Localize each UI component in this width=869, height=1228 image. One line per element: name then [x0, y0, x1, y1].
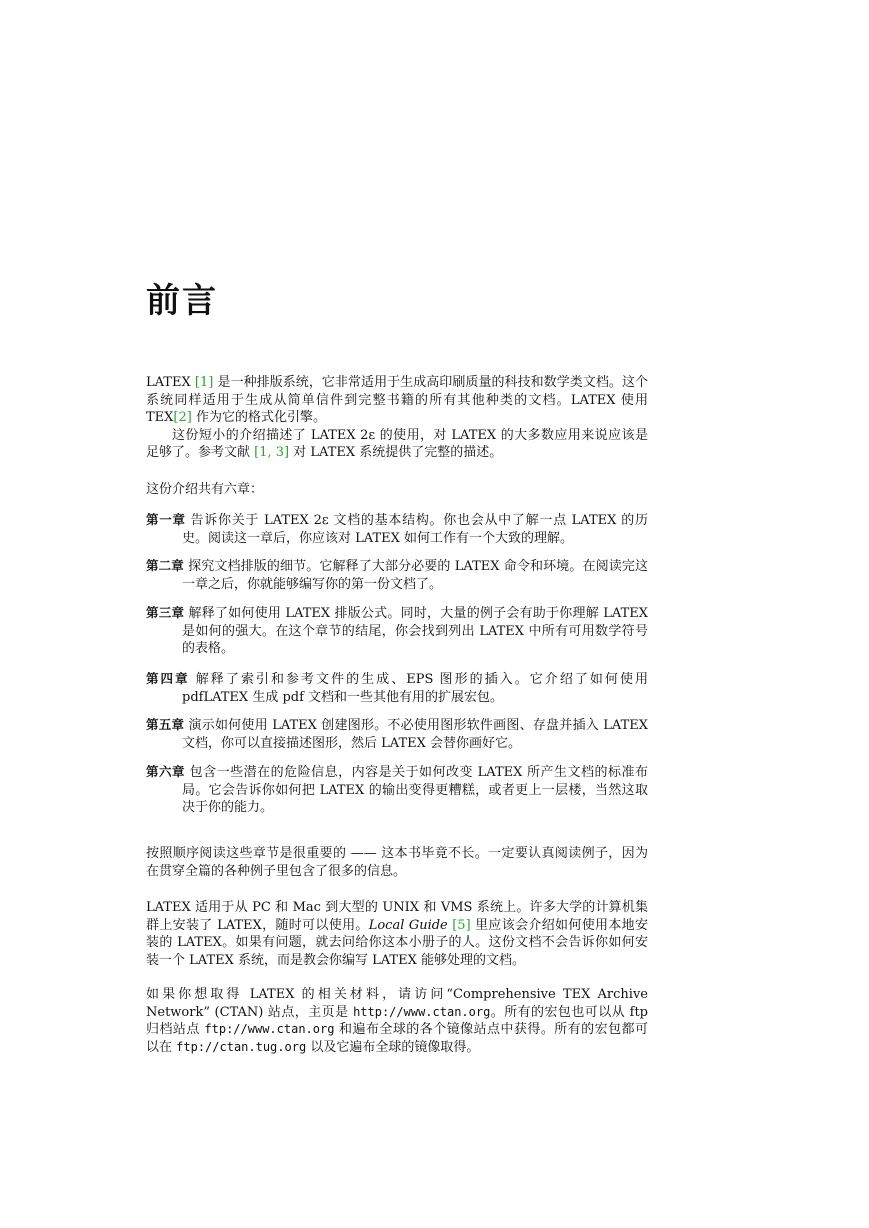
- chapter-description: 探究文档排版的细节。它解释了大部分必要的 LATEX 命令和环境。在阅读完这一章之后，你就能够编写你的第一份文档了。: [182, 559, 648, 592]
- tug-ftp-url[interactable]: ftp://ctan.tug.org: [176, 1039, 307, 1054]
- citation-link[interactable]: [1]: [194, 375, 214, 390]
- chapter-label: 第六章: [146, 764, 185, 779]
- chapter-label: 第二章: [146, 558, 184, 573]
- chapter-label: 第四章: [146, 671, 190, 686]
- chapter-item-6: [146, 763, 648, 817]
- ctan-text: 和遍布全球的各个镜像站点中获得。所有的宏包都可以在: [146, 1022, 648, 1055]
- chapter-item-3: [146, 604, 648, 658]
- read-order-paragraph: 按照顺序阅读这些章节是很重要的 —— 这本书毕竟不长。一定要认真阅读例子，因为在贯穿全篇的各种例子里包含了很多的信息。: [146, 846, 648, 879]
- intro-text: 这份短小的介绍描述了 LATEX 2ε 的使用，对 LATEX 的大多数应用来说应该是足够了。参考文献: [146, 427, 648, 461]
- citation-link[interactable]: [5]: [452, 917, 471, 933]
- intro-text: 作为它的格式化引擎。: [191, 410, 326, 426]
- intro-paragraph-1: [146, 374, 648, 427]
- chapter-label: 第三章: [146, 605, 185, 620]
- chapter-item-1: [146, 511, 648, 547]
- availability-text: 里应该会介绍如何使用本地安装的 LATEX。如果有问题，就去问给你这本小册子的人。这份文档不会告诉你如何安装一个 LATEX 系统，而是教会你编写 LATEX 能够处理的文档。: [146, 917, 649, 968]
- chapter-description: 包含一些潜在的危险信息，内容是关于如何改变 LATEX 所产生文档的标准布局。它会告诉你如何把 LATEX 的输出变得更糟糕，或者更上一层楼，当然这取决于你的能力。: [182, 765, 648, 816]
- chapter-item-2: [146, 557, 648, 593]
- chapter-label: 第五章: [146, 717, 185, 732]
- ctan-homepage-url[interactable]: http://www.ctan.org: [353, 1004, 491, 1019]
- chapter-label: 第一章: [146, 512, 186, 527]
- citation-link[interactable]: [1, 3]: [254, 445, 290, 461]
- document-page: [146, 0, 648, 1228]
- ctan-paragraph: [146, 986, 648, 1056]
- chapters-intro: 这份介绍共有六章：: [146, 482, 264, 497]
- availability-text: LATEX 适用于从 PC 和 Mac 到大型的 UNIX 和 VMS 系统上。许多大学的计算机集群上安装了 LATEX，随时可以使用。: [146, 900, 648, 933]
- intro-paragraph-2: [146, 427, 648, 462]
- availability-paragraph: [146, 899, 648, 969]
- ctan-text: 。所有的宏包也可以从 ftp 归档站点: [146, 1004, 648, 1038]
- intro-text: 对 LATEX 系统提供了完整的描述。: [289, 445, 503, 461]
- chapter-description: 演示如何使用 LATEX 创建图形。不必使用图形软件画图、存盘并插入 LATEX 文档，你可以直接描述图形，然后 LATEX 会替你画好它。: [182, 718, 648, 751]
- latex-logo-text: LATEX: [146, 375, 191, 390]
- chapter-item-4: [146, 670, 648, 706]
- citation-link[interactable]: [2]: [173, 410, 192, 426]
- intro-text: 是一种排版系统，它非常适用于生成高印刷质量的科技和数学类文档。这个系统同样适用于生成从简单信件到完整书籍的所有其他种类的文档。LATEX 使用 TEX: [146, 375, 648, 426]
- intro-section: [146, 374, 648, 462]
- local-guide-title: Local Guide: [368, 917, 448, 933]
- chapter-item-5: [146, 716, 648, 752]
- chapter-description: 告诉你关于 LATEX 2ε 文档的基本结构。你也会从中了解一点 LATEX 的历史。阅读这一章后，你应该对 LATEX 如何工作有一个大致的理解。: [182, 513, 648, 546]
- ctan-ftp-url[interactable]: ftp://www.ctan.org: [204, 1022, 335, 1037]
- chapter-description: 解释了如何使用 LATEX 排版公式。同时，大量的例子会有助于你理解 LATEX 是如何的强大。在这个章节的结尾，你会找到列出 LATEX 中所有可用数学符号的表格。: [182, 606, 648, 657]
- ctan-text: 以及它遍布全球的镜像取得。: [306, 1039, 480, 1055]
- chapter-description: 解释了索引和参考文件的生成、EPS 图形的插入。它介绍了如何使用 pdfLATEX 生成 pdf 文档和一些其他有用的扩展宏包。: [182, 672, 648, 705]
- page-title: 前言: [146, 281, 218, 321]
- ctan-text: 如果你想取得 LATEX 的相关材料，请访问“Comprehensive TEX Archive Network” (CTAN) 站点，主页是: [146, 987, 648, 1020]
